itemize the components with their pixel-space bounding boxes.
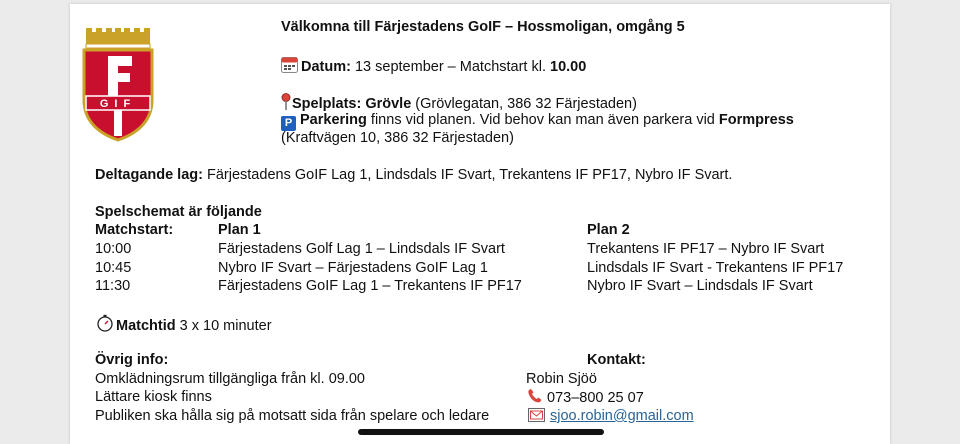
home-indicator[interactable] xyxy=(358,429,604,435)
stopwatch-icon xyxy=(96,314,114,332)
parking-alt-address: (Kraftvägen 10, 386 32 Färjestaden) xyxy=(281,130,514,146)
contact-name: Robin Sjöö xyxy=(526,371,597,387)
other-info-line: Omklädningsrum tillgängliga från kl. 09.00 xyxy=(95,371,365,387)
venue-label: Spelplats: xyxy=(292,96,362,112)
schedule-heading: Spelschemat är följande xyxy=(95,204,262,220)
teams-line xyxy=(95,166,732,184)
schedule-row-plan2: Nybro IF Svart – Lindsdals IF Svart xyxy=(587,278,813,294)
schedule-row-time: 11:30 xyxy=(95,278,131,294)
other-info-line: Publiken ska hålla sig på motsatt sida från spelare och ledare xyxy=(95,408,490,424)
crest-letters: GIF xyxy=(99,98,137,110)
parking-line xyxy=(281,111,794,131)
calendar-icon xyxy=(281,56,298,73)
contact-phone[interactable]: 073–800 25 07 xyxy=(547,390,644,406)
schedule-col-plan1: Plan 1 xyxy=(218,222,261,238)
schedule-row-plan1: Nybro IF Svart – Färjestadens GoIF Lag 1 xyxy=(218,260,488,276)
contact-label: Kontakt: xyxy=(587,352,646,368)
venue-name: Grövle xyxy=(361,96,412,112)
teams-label: Deltagande lag: xyxy=(95,167,203,183)
venue-line xyxy=(281,93,637,113)
schedule-col-time: Matchstart: xyxy=(95,222,174,238)
parking-label: Parkering xyxy=(300,112,367,128)
matchtime-line xyxy=(96,314,272,335)
pin-icon xyxy=(281,93,291,110)
parking-alt-name: Formpress xyxy=(718,112,794,128)
schedule-row-time: 10:00 xyxy=(95,241,132,257)
date-text: 13 september – Matchstart kl. xyxy=(350,59,551,75)
teams-list: Färjestadens GoIF Lag 1, Lindsdals IF Svart, Trekantens IF PF17, Nybro IF Svart. xyxy=(202,167,733,183)
schedule-row-time: 10:45 xyxy=(95,260,132,276)
page-title: Välkomna till Färjestadens GoIF – Hossmoligan, omgång 5 xyxy=(281,19,685,35)
schedule-row-plan2: Trekantens IF PF17 – Nybro IF Svart xyxy=(587,241,825,257)
schedule-row-plan1: Färjestadens Golf Lag 1 – Lindsdals IF Svart xyxy=(218,241,505,257)
date-line xyxy=(281,56,586,76)
contact-phone-line xyxy=(527,388,644,407)
schedule-row-plan2: Lindsdals IF Svart - Trekantens IF PF17 xyxy=(587,260,844,276)
phone-icon xyxy=(527,388,543,404)
other-info-label: Övrig info: xyxy=(95,352,169,368)
parking-text: finns vid planen. Vid behov kan man även parkera vid xyxy=(366,112,719,128)
contact-email-line xyxy=(528,407,694,425)
contact-email-link[interactable]: sjoo.robin@gmail.com xyxy=(550,408,694,424)
date-label: Datum: xyxy=(301,59,351,75)
parking-icon: P xyxy=(281,116,296,131)
club-crest-logo xyxy=(80,26,156,142)
schedule-col-plan2: Plan 2 xyxy=(587,222,630,238)
venue-address: (Grövlegatan, 386 32 Färjestaden) xyxy=(411,96,637,112)
date-time: 10.00 xyxy=(550,59,587,75)
matchtime-label: Matchtid xyxy=(116,318,176,334)
other-info-line: Lättare kiosk finns xyxy=(95,389,212,405)
schedule-row-plan1: Färjestadens GoIF Lag 1 – Trekantens IF PF17 xyxy=(218,278,522,294)
email-icon xyxy=(528,408,545,422)
matchtime-value: 3 x 10 minuter xyxy=(175,318,272,334)
